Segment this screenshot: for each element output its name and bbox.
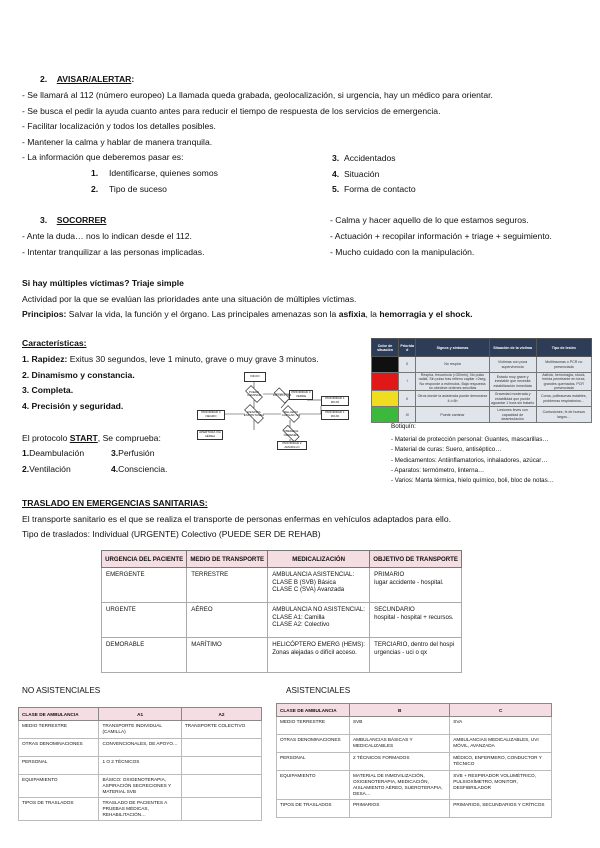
triage-cell-signs: Puede caminar bbox=[416, 407, 489, 423]
asistenciales-cell: PRIMARIOS bbox=[350, 800, 450, 818]
asistenciales-cell: PERSONAL bbox=[277, 753, 350, 771]
transport-cell: URGENTE bbox=[102, 603, 187, 638]
triage-cell-signs: Respira, frecuencia (>30/min), No pulso radial, Sin pulso tras relleno capilar >2seg, No responde a estímulos, Baja respuesta no obedece órdenes sencillas bbox=[416, 373, 489, 391]
triage-color-swatch bbox=[372, 391, 399, 407]
triage-header-cell: Color de situación bbox=[372, 339, 399, 357]
caracteristica-item bbox=[22, 385, 73, 396]
traslado-tipos: Tipo de traslados: Individual (URGENTE) Colectivo (PUEDE SER DE REHAB) bbox=[22, 529, 321, 539]
triage-cell-prio: I bbox=[399, 373, 416, 391]
triage-color-swatch bbox=[372, 357, 399, 373]
start-item-text: Consciencia. bbox=[118, 464, 168, 474]
botiquin-item: - Material de curas: Suero, antiséptico… bbox=[391, 446, 502, 454]
socorrer-line: - Actuación + recopilar información + triage + seguimiento. bbox=[330, 231, 552, 241]
start-item-text: Ventilación bbox=[29, 464, 71, 474]
info-item-num: 2. bbox=[91, 184, 99, 194]
triage-header-cell: Priorida d bbox=[399, 339, 416, 357]
triage-row bbox=[372, 407, 592, 423]
info-item-num: 3. bbox=[332, 153, 340, 163]
triage-cell-tipo: Coma, politraumas estables, problemas respiratorios… bbox=[536, 391, 591, 407]
transport-header-cell: OBJETIVO DE TRANSPORTE bbox=[370, 551, 462, 568]
no_asistenciales-cell: PERSONAL bbox=[19, 757, 99, 775]
no_asistenciales-cell: 1 O 2 TÉCNICOS bbox=[99, 757, 181, 775]
no_asistenciales-cell: CONVENCIONALES, DE APOYO… bbox=[99, 739, 181, 757]
transport-row bbox=[102, 638, 462, 673]
triage-cell-prio: 0 bbox=[399, 357, 416, 373]
socorrer-line: - Mucho cuidado con la manipulación. bbox=[330, 247, 475, 257]
avisar-line: - Facilitar localización y todos los detalles posibles. bbox=[22, 121, 216, 132]
triage-header-cell: Tipo de lesión bbox=[536, 339, 591, 357]
triage-table bbox=[371, 338, 592, 423]
asistenciales-title: ASISTENCIALES bbox=[286, 686, 351, 695]
avisar-line: - Mantener la calma y hablar de manera tranquila. bbox=[22, 136, 213, 147]
no-asistenciales-table bbox=[18, 707, 262, 821]
botiquin-item: - Medicamentos: Antiinflamatorios, inhaladores, azúcar… bbox=[391, 456, 548, 464]
botiquin-title: Botiquín: bbox=[391, 423, 416, 430]
socorrer-line: - Calma y hacer aquello de lo que estamos seguros. bbox=[330, 215, 529, 225]
info-item-num: 4. bbox=[332, 168, 340, 179]
transport-cell: SECUNDARIO hospital - hospital + recursos. bbox=[370, 603, 462, 638]
no-asistenciales-title: NO ASISTENCIALES bbox=[22, 686, 101, 695]
no_asistenciales-cell: MEDIO TERRESTRE bbox=[19, 721, 99, 739]
asistenciales-cell: SVB bbox=[350, 717, 450, 735]
flow-prioridad-3: PRIORIDAD 3 VERDE bbox=[289, 390, 313, 400]
caracteristica-label: 2. Dinamismo y constancia. bbox=[22, 369, 135, 380]
flow-respira: RESPIRA ESPONTANEA bbox=[240, 408, 268, 420]
start-item-num: 4. bbox=[111, 464, 119, 474]
avisar-line: - Se busca el pedir la ayuda cuanto antes para reducir el tiempo de respuesta de los servicios de emergencia. bbox=[22, 105, 441, 116]
triaje-title: Si hay múltiples víctimas? Triaje simple bbox=[22, 278, 184, 288]
info-item-text: Identificarse, quienes somos bbox=[109, 168, 218, 178]
socorrer-line: - Ante la duda… nos lo indican desde el 112. bbox=[22, 231, 192, 241]
start-item-num: 1. bbox=[22, 448, 30, 458]
asistenciales-cell: MÉDICO, ENFERMERO, CONDUCTOR Y TÉCNICO bbox=[450, 753, 552, 771]
no_asistenciales-row bbox=[19, 798, 262, 821]
no_asistenciales-header-cell: A2 bbox=[181, 708, 261, 721]
caracteristica-label: 3. Completa. bbox=[22, 385, 74, 396]
flow-prioridad-4: PRIORIDAD 4 NEGRO bbox=[197, 410, 225, 420]
asistenciales-row bbox=[277, 753, 552, 771]
transport-row bbox=[102, 568, 462, 603]
caracteristica-label: 4. Precisión y seguridad. bbox=[22, 400, 124, 411]
triage-cell-tipo: Multitraumas o PCR no presenciada bbox=[536, 357, 591, 373]
no_asistenciales-cell bbox=[181, 798, 261, 821]
no_asistenciales-row bbox=[19, 739, 262, 757]
start-item-text: Deambulación bbox=[29, 448, 85, 458]
flow-relleno-capilar: RELLENO CAPILAR <2s bbox=[279, 408, 303, 420]
no_asistenciales-row bbox=[19, 721, 262, 739]
no_asistenciales-cell: BÁSICO: OXIGENOTERAPIA, ASPIRACIÓN SECRECIONES Y MATERIAL SVB bbox=[99, 775, 181, 798]
triage-cell-prio: II bbox=[399, 391, 416, 407]
no_asistenciales-header-cell: CLASE DE AMBULANCIA bbox=[19, 708, 99, 721]
triage-row bbox=[372, 373, 592, 391]
asistenciales-table bbox=[276, 703, 552, 818]
triage-cell-tipo: Contusiones, fx de huesos largos… bbox=[536, 407, 591, 423]
avisar-line: - La información que deberemos pasar es: bbox=[22, 152, 184, 163]
asistenciales-cell: PRIMARIOS, SECUNDARIOS Y CRÍTICOS bbox=[450, 800, 552, 818]
triage-cell-prio: III bbox=[399, 407, 416, 423]
asistenciales-cell: TIPOS DE TRASLADOS bbox=[277, 800, 350, 818]
start-item bbox=[22, 464, 71, 475]
no_asistenciales-cell: EQUIPAMIENTO bbox=[19, 775, 99, 798]
start-item-num: 3. bbox=[111, 448, 119, 458]
triage-color-swatch bbox=[372, 373, 399, 391]
transport-header-cell: URGENCIA DEL PACIENTE bbox=[102, 551, 187, 568]
transport-cell: TERRESTRE bbox=[187, 568, 268, 603]
no_asistenciales-cell bbox=[181, 775, 261, 798]
socorrer-line: - Intentar tranquilizar a las personas implicadas. bbox=[22, 247, 205, 257]
asistenciales-row bbox=[277, 800, 552, 818]
asistenciales-row bbox=[277, 717, 552, 735]
asistenciales-cell: AMBULANCIAS MEDICALIZABLES, UVI MÓVIL, AVANZADA bbox=[450, 735, 552, 753]
info-item-text: Forma de contacto bbox=[344, 184, 416, 195]
transport-cell: DEMORABLE bbox=[102, 638, 187, 673]
transport-cell: AÉREO bbox=[187, 603, 268, 638]
caracteristica-item bbox=[22, 370, 135, 381]
caracteristica-item bbox=[22, 354, 319, 365]
start-item-num: 2. bbox=[22, 464, 30, 474]
botiquin-item: - Aparatos: termómetro, linterna… bbox=[391, 466, 485, 474]
transport-table bbox=[101, 550, 462, 673]
asistenciales-row bbox=[277, 735, 552, 753]
no_asistenciales-header-cell: A1 bbox=[99, 708, 181, 721]
triage-row bbox=[372, 357, 592, 373]
caracteristica-item bbox=[22, 401, 123, 412]
botiquin-item: - Material de protección personal: Guantes, mascarillas… bbox=[391, 436, 549, 443]
asistenciales-cell: 2 TÉCNICOS FORMADOS bbox=[350, 753, 450, 771]
asistenciales-cell: EQUIPAMIENTO bbox=[277, 771, 350, 800]
caracteristica-label: 1. Rapidez: bbox=[22, 354, 68, 364]
no_asistenciales-cell: TRANSPORTE COLECTIVO bbox=[181, 721, 261, 739]
triage-cell-signs: No respira bbox=[416, 357, 489, 373]
start-item bbox=[111, 448, 154, 459]
no_asistenciales-cell bbox=[181, 739, 261, 757]
asistenciales-cell: AMBULANCIAS BÁSICAS Y MEDICALIZABLES bbox=[350, 735, 450, 753]
caracteristica-text: Exitus 30 segundos, leve 1 minuto, grave o muy grave 3 minutos. bbox=[67, 354, 319, 364]
caracteristicas-title: Características: bbox=[22, 338, 87, 348]
info-item-num: 5. bbox=[332, 184, 340, 195]
triage-cell-situ: Lesiones leves con capacidad de deambulación bbox=[489, 407, 536, 423]
asistenciales-cell: MATERIAL DE INMOVILIZACIÓN, OXIGENOTERAPIA, MEDICACIÓN, AISLAMIENTO AÉREO, SUEROTERAPIA, DESA… bbox=[350, 771, 450, 800]
no_asistenciales-cell: TRANSPORTE INDIVIDUAL (CAMILLA) bbox=[99, 721, 181, 739]
section-heading-socorrer: 3. SOCORRER bbox=[40, 215, 107, 225]
triage-cell-situ: Estado muy grave y inestable que necesita estabilización inmediata bbox=[489, 373, 536, 391]
triage-cell-situ: Gravedad moderada y estabilidad que puede aguantar 1 hora sin tratarlo bbox=[491, 392, 535, 405]
start-item bbox=[111, 464, 167, 475]
flow-prioridad-1-b: PRIORIDAD 1 ROJO bbox=[321, 410, 349, 420]
flow-fr: FR >30 ó <10 bbox=[271, 390, 293, 401]
no_asistenciales-row bbox=[19, 757, 262, 775]
triage-header-cell: Signos y síntomas bbox=[416, 339, 489, 357]
flow-apertura-via: APERTURA VÍA AÉREA bbox=[197, 430, 223, 440]
no_asistenciales-cell bbox=[181, 757, 261, 775]
info-item-text: Situación bbox=[344, 168, 380, 179]
no_asistenciales-cell: OTRAS DENOMINACIONES bbox=[19, 739, 99, 757]
start-item bbox=[22, 448, 84, 459]
transport-cell: MARÍTIMO bbox=[187, 638, 268, 673]
avisar-line: - Se llamará al 112 (número europeo) La llamada queda grabada, geolocalización, si urgencia, hay un médico para orientar. bbox=[22, 90, 493, 100]
transport-header-cell: MEDICALIZACIÓN bbox=[268, 551, 370, 568]
no_asistenciales-row bbox=[19, 775, 262, 798]
asistenciales-cell: OTRAS DENOMINACIONES bbox=[277, 735, 350, 753]
transport-cell: PRIMARIO lugar accidente - hospital. bbox=[370, 568, 462, 603]
triage-cell-situ: Víctimas con poca supervivencia bbox=[489, 357, 536, 373]
asistenciales-cell: MEDIO TERRESTRE bbox=[277, 717, 350, 735]
botiquin-item: - Varios: Manta térmica, hielo químico, boli, bloc de notas… bbox=[391, 477, 554, 485]
asistenciales-header-cell: CLASE DE AMBULANCIA bbox=[277, 704, 350, 717]
info-item-text: Accidentados bbox=[344, 153, 396, 163]
triage-cell-tipo: Asfixia, hemorragia, shock, herida penetrante en tórax, grandes quemados, PCR presenciada bbox=[536, 373, 591, 391]
start-protocol-line: El protocolo START, Se comprueba: bbox=[22, 433, 161, 443]
section-heading-avisar: 2. AVISAR/ALERTAR: bbox=[40, 74, 135, 84]
flow-prioridad-1: PRIORIDAD 1 ROJO bbox=[321, 396, 349, 406]
no_asistenciales-cell: TRASLADO DE PACIENTES A PRUEBAS MÉDICAS, REHABILITACIÓN… bbox=[99, 798, 181, 821]
info-item-num: 1. bbox=[91, 168, 99, 178]
traslado-heading: TRASLADO EN EMERGENCIAS SANITARIAS: bbox=[22, 498, 208, 508]
asistenciales-header-cell: C bbox=[450, 704, 552, 717]
traslado-definition: El transporte sanitario es el que se realiza el transporte de personas enfermas en vehículos adaptados para ello. bbox=[22, 514, 451, 524]
flow-inicio: INICIO bbox=[244, 372, 266, 382]
transport-cell: AMBULANCIA ASISTENCIAL: CLASE B (SVB) Básica CLASE C (SVA) Avanzada bbox=[268, 568, 370, 603]
transport-cell: AMBULANCIA NO ASISTENCIAL: CLASE A1: Camilla CLASE A2: Colectivo bbox=[268, 603, 370, 638]
start-flowchart bbox=[197, 370, 362, 448]
triage-cell-signs: Otros donde la asistencia puede demorarse 4 ó 6h bbox=[416, 391, 489, 407]
transport-cell: TERCIARIO, dentro del hospi urgencias - uci o qx bbox=[370, 638, 462, 673]
triage-color-swatch bbox=[372, 407, 399, 423]
asistenciales-header-cell: B bbox=[350, 704, 450, 717]
flow-puede-caminar: PUEDE CAMINAR bbox=[242, 388, 266, 400]
asistenciales-cell: SVA bbox=[450, 717, 552, 735]
asistenciales-cell: SVB + RESPIRADOR VOLUMÉTRICO, PULSIOXÍMETRO, MONITOR, DESFIBRILADOR bbox=[450, 771, 552, 800]
transport-cell: HELICÓPTERO EMERG (HEMS): Zonas alejadas o difícil acceso. bbox=[268, 638, 370, 673]
flow-obedece-ordenes: OBEDECE ÓRDENES bbox=[279, 428, 303, 439]
triage-row bbox=[372, 391, 592, 407]
triage-header-cell: Situación de la víctima bbox=[489, 339, 536, 357]
transport-row bbox=[102, 603, 462, 638]
no_asistenciales-cell: TIPOS DE TRASLADOS bbox=[19, 798, 99, 821]
asistenciales-row bbox=[277, 771, 552, 800]
info-item-text: Tipo de suceso bbox=[109, 184, 167, 194]
flow-prioridad-2: PRIORIDAD 2 AMARILLO bbox=[277, 441, 307, 450]
triaje-definition: Actividad por la que se evalúan las prioridades ante una situación de múltiples víctimas. bbox=[22, 294, 357, 304]
transport-cell: EMERGENTE bbox=[102, 568, 187, 603]
start-item-text: Perfusión bbox=[118, 448, 155, 458]
transport-header-cell: MEDIO DE TRANSPORTE bbox=[187, 551, 268, 568]
triaje-principios: Principios: Salvar la vida, la función y el órgano. Las principales amenazas son la asfixia, la hemorragia y el shock. bbox=[22, 309, 473, 319]
